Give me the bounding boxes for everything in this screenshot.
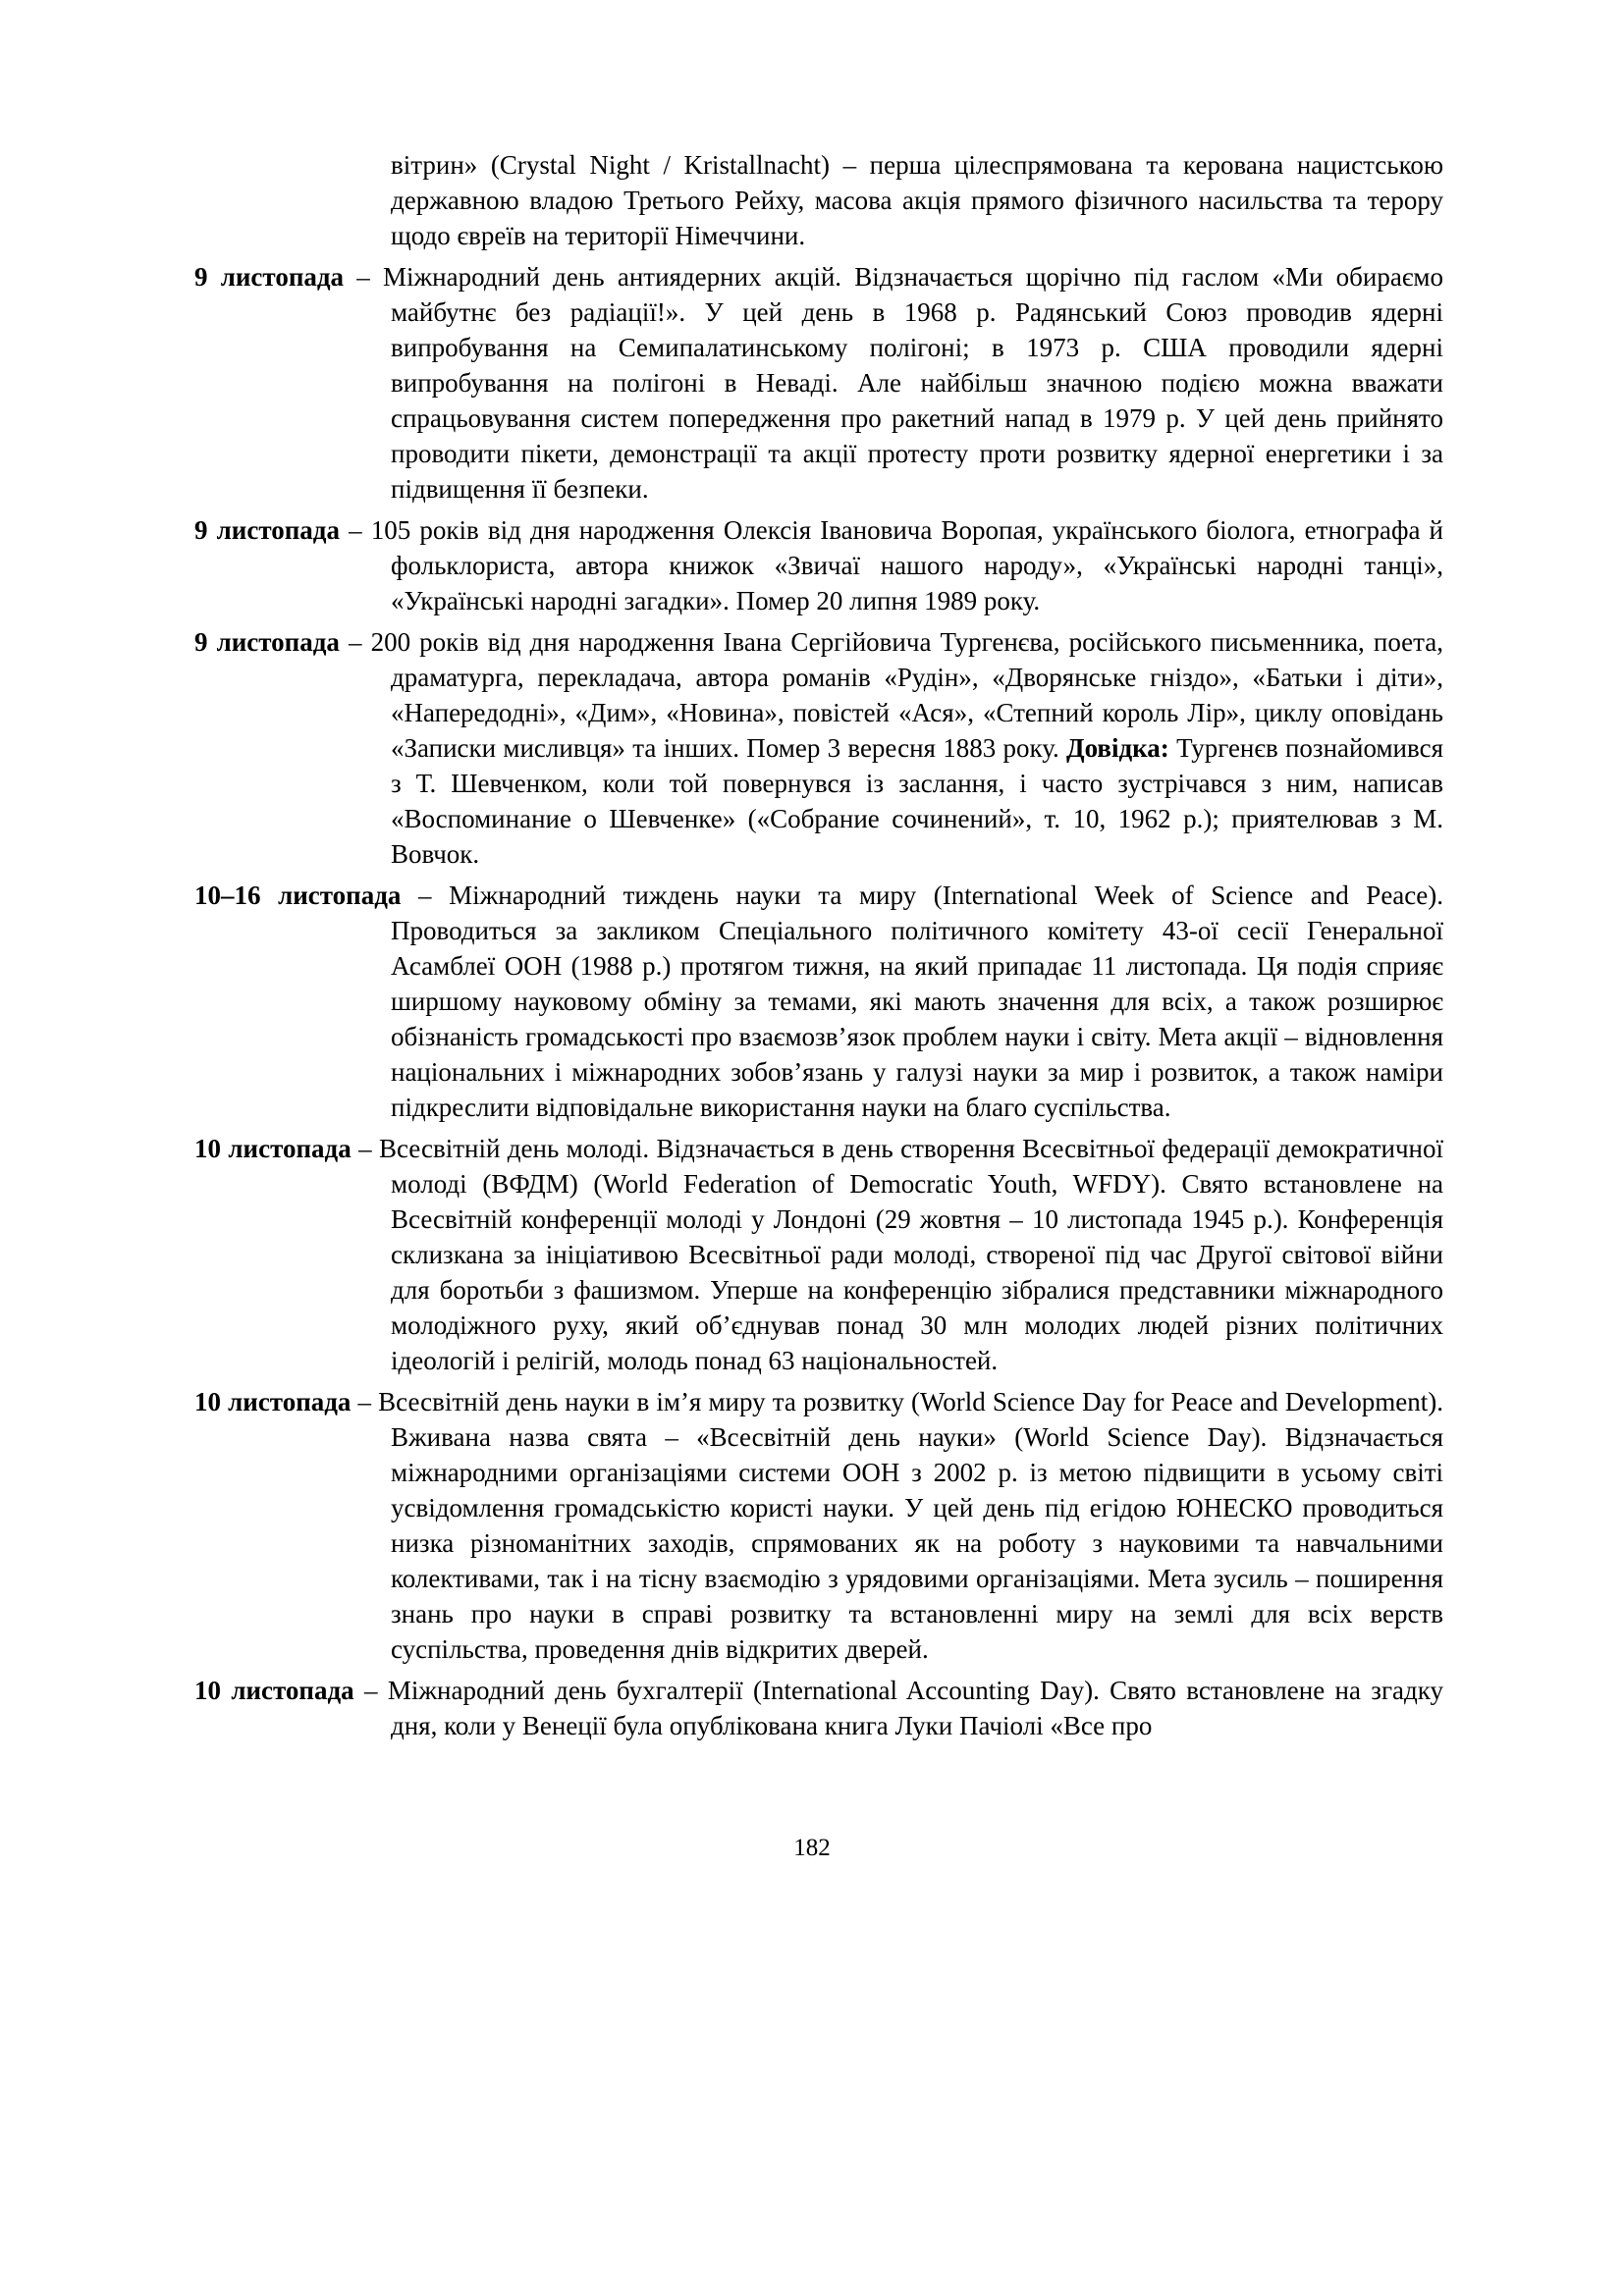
calendar-entry-continuation bbox=[194, 147, 1443, 253]
calendar-entry bbox=[194, 259, 1443, 507]
entry-separator: – bbox=[353, 1676, 388, 1705]
entry-separator: – bbox=[351, 1134, 379, 1163]
entry-date: 9 листопада bbox=[194, 262, 345, 292]
entry-date: 10 листопада bbox=[194, 1676, 354, 1705]
calendar-entry bbox=[194, 878, 1443, 1125]
document-page bbox=[194, 147, 1443, 1749]
entry-text: Міжнародний день антиядерних акцій. Відзначається щорічно під гаслом «Ми обираємо майбутнє без радіації!». У цей день в 1968 р. Радянський Союз проводив ядерні випробування на Семипалатинському полігоні; в 1973 р. США проводили ядерні випробування на полігоні в Неваді. Але найбільш значною подією можна вважати спрацьовування систем попередження про ракетний напад в 1979 р. У цей день прийнято проводити пікети, демонстрації та акції протесту проти розвитку ядерної енергетики і за підвищення її безпеки. bbox=[383, 262, 1444, 504]
note-label: Довідка: bbox=[1066, 733, 1169, 763]
entry-date: 9 листопада bbox=[194, 515, 340, 545]
entry-date: 10–16 листопада bbox=[194, 881, 402, 910]
calendar-entry bbox=[194, 624, 1443, 872]
entry-text: Міжнародний тиждень науки та миру (International Week of Science and Peace). Проводиться за закликом Спеціального політичного комітету 43-ої сесії Генеральної Асамблеї ООН (1988 р.) протягом тижня, на який припадає 11 листопада. Ця подія сприяє ширшому науковому обміну за темами, які мають значення для всіх, а також розширює обізнаність громадськості про взаємозв’язок проблем науки і світу. Мета акції – відновлення національних і міжнародних зобов’язань у галузі науки за мир і розвиток, а також наміри підкреслити відповідальне використання науки на благо суспільства. bbox=[391, 881, 1443, 1122]
entry-date: 10 листопада bbox=[194, 1134, 352, 1163]
entry-text: 200 років від дня народження Івана Сергійовича Тургенєва, російського письменника, поета, драматурга, перекладача, автора романів «Рудін», «Дворянське гніздо», «Батьки і діти», «Напередодні», «Дим», «Новина», повістей «Ася», «Степний король Лір», циклу оповідань «Записки мисливця» та інших. Помер 3 вересня 1883 року. bbox=[370, 627, 1444, 763]
calendar-entry bbox=[194, 1384, 1443, 1667]
calendar-entry bbox=[194, 1673, 1443, 1743]
entry-date: 9 листопада bbox=[194, 627, 340, 657]
entry-note-text: Тургенєв познайомився з Т. Шевченком, коли той повернувся із заслання, і часто зустрічався з ним, написав «Воспоминание о Шевченке» («Собрание сочинений», т. 10, 1962 р.); приятелював з М. Вовчок. bbox=[391, 733, 1443, 869]
entry-date: 10 листопада bbox=[194, 1387, 352, 1416]
entry-text: Всесвітній день молоді. Відзначається в день створення Всесвітньої федерації демократичної молоді (ВФДМ) (World Federation of Democratic Youth, WFDY). Свято встановлене на Всесвітній конференції молоді у Лондоні (29 жовтня – 10 листопада 1945 р.). Конференція склизкана за ініціативою Всесвітньої ради молоді, створеної під час Другої світової війни для боротьби з фашизмом. Уперше на конференцію зібралися представники міжнародного молодіжного руху, який об’єднував понад 30 млн молодих людей різних політичних ідеологій і релігій, молодь понад 63 національностей. bbox=[378, 1134, 1443, 1375]
entry-separator: – bbox=[351, 1387, 379, 1416]
entry-text: Міжнародний день бухгалтерії (International Accounting Day). Свято встановлене на згадку дня, коли у Венеції була опублікована книга Луки Пачіолі «Все про bbox=[387, 1676, 1444, 1740]
entry-text: Всесвітній день науки в ім’я миру та розвитку (World Science Day for Peace and Development). Вживана назва свята – «Всесвітній день науки» (World Science Day). Відзначається міжнародними організаціями системи ООН з 2002 р. із метою підвищити в усьому світі усвідомлення громадськістю користі науки. У цей день під егідою ЮНЕСКО проводиться низка різноманітних заходів, спрямованих як на роботу з науковими та навчальними колективами, так і на тісну взаємодію з урядовими організаціями. Мета зусиль – поширення знань про науки в справі розвитку та встановленні миру на землі для всіх верств суспільства, проведення днів відкритих дверей. bbox=[378, 1387, 1443, 1664]
entry-text: вітрин» (Crystal Night / Kristallnacht) – перша цілеспрямована та керована нацистською державною владою Третього Рейху, масова акція прямого фізичного насильства та терору щодо євреїв на території Німеччини. bbox=[391, 150, 1443, 250]
entry-separator: – bbox=[401, 881, 450, 910]
calendar-entry bbox=[194, 512, 1443, 618]
entry-text: 105 років від дня народження Олексія Івановича Воропая, українського біолога, етнографа й фольклориста, автора книжок «Звичаї нашого народу», «Українські народні танці», «Українські народні загадки». Помер 20 липня 1989 року. bbox=[370, 515, 1444, 615]
entry-separator: – bbox=[339, 515, 371, 545]
page-number: 182 bbox=[793, 1835, 831, 1861]
entry-separator: – bbox=[344, 262, 383, 292]
calendar-entry bbox=[194, 1131, 1443, 1378]
entry-separator: – bbox=[339, 627, 371, 657]
